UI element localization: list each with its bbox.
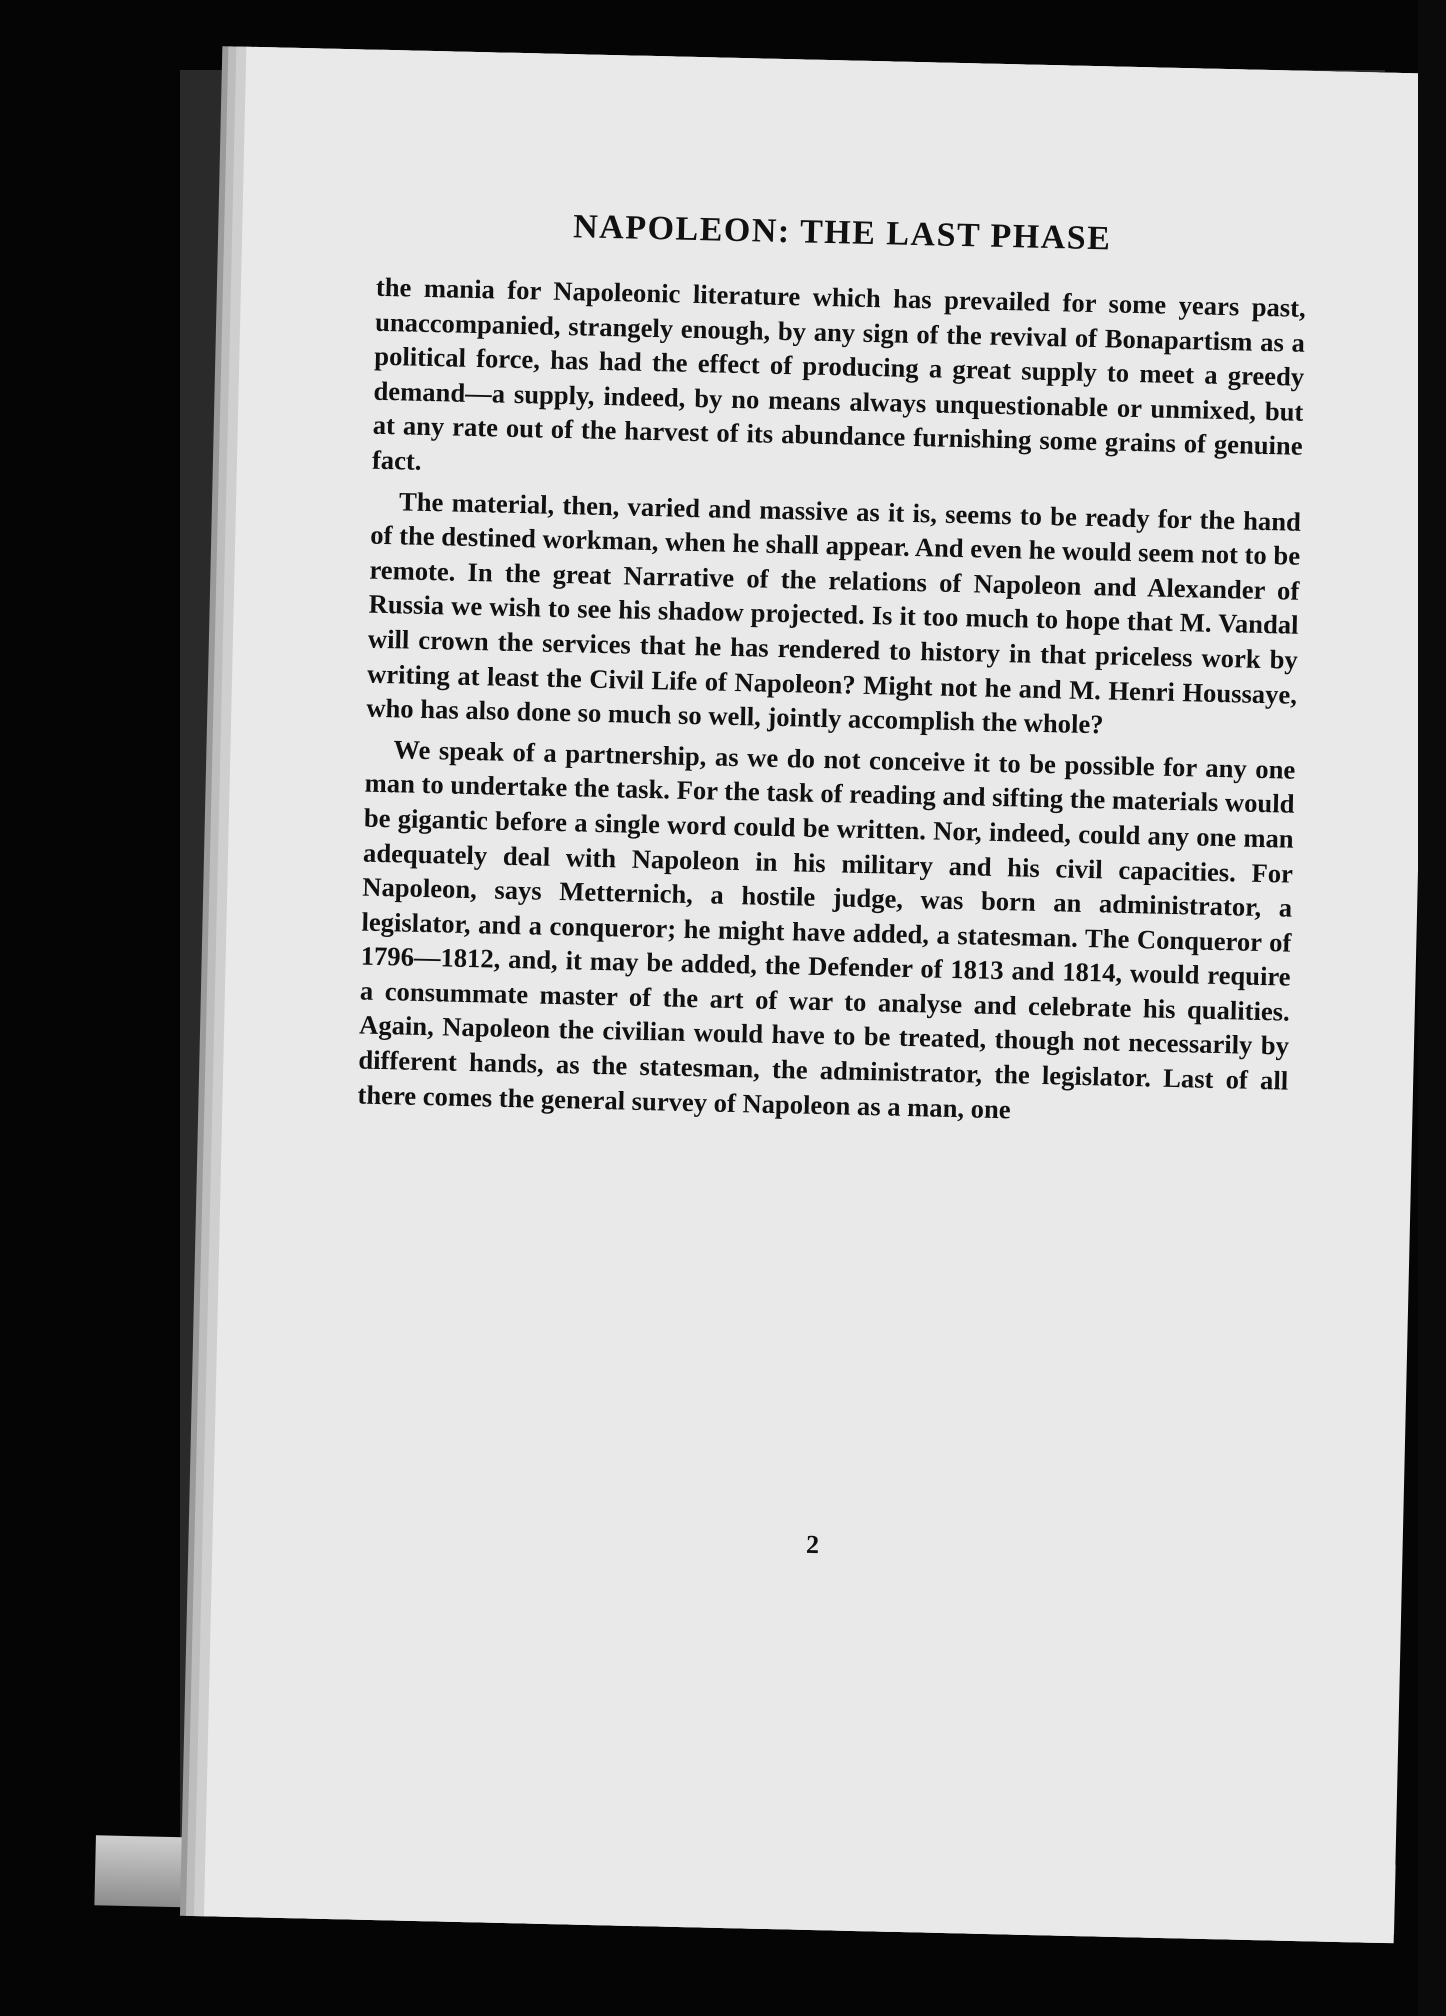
book-page [204,47,1436,1944]
paragraph-3: We speak of a partnership, as we do not conceive it to be possible for any one man to undertake the task. For the task of reading and sifting the materials would be gigantic before a single word could be written. Nor, indeed, could any one man adequately deal with Napoleon in his military and his civil capacities. For Napoleon, says Metternich, a hostile judge, was born an administrator, a legislator, and a conqueror; he might have added, a statesman. The Conqueror of 1796—1812, and, it may be added, the Defender of 1813 and 1814, would require a consummate master of the art of war to analyse and celebrate his qualities. Again, Napoleon the civilian would have to be treated, though not necessarily by different hands, as the statesman, the administrator, the legislator. Last of all there comes the general survey of Napoleon as a man, one [357,733,1296,1125]
paragraph-2: The material, then, varied and massive as it is, seems to be ready for the hand of the destined workman, when he shall appear. And even he would seem not to be remote. In the great Narrative of the relations of Napoleon and Alexander of Russia we wish to see his shadow projected. Is it too much to hope that M. Vandal will crown the services that he has rendered to history in that priceless work by writing at least the Civil Life of Napoleon? Might not he and M. Henri Houssaye, who has also done so much so well, jointly accomplish the whole? [366,485,1302,740]
running-head: NAPOLEON: THE LAST PHASE [572,208,1112,258]
scan-border [1418,0,1446,2016]
body-text [357,270,1306,1139]
page-number: 2 [805,1529,820,1560]
paragraph-1: the mania for Napoleonic literature which has prevailed for some years past, unaccompanied, strangely enough, by any sign of the revival of Bonapartism as a political force, has had the effect of producing a great supply to meet a greedy demand—a supply, indeed, by no means always unquestionable or unmixed, but at any rate out of the harvest of its abundance furnishing some grains of genuine fact. [371,271,1307,476]
